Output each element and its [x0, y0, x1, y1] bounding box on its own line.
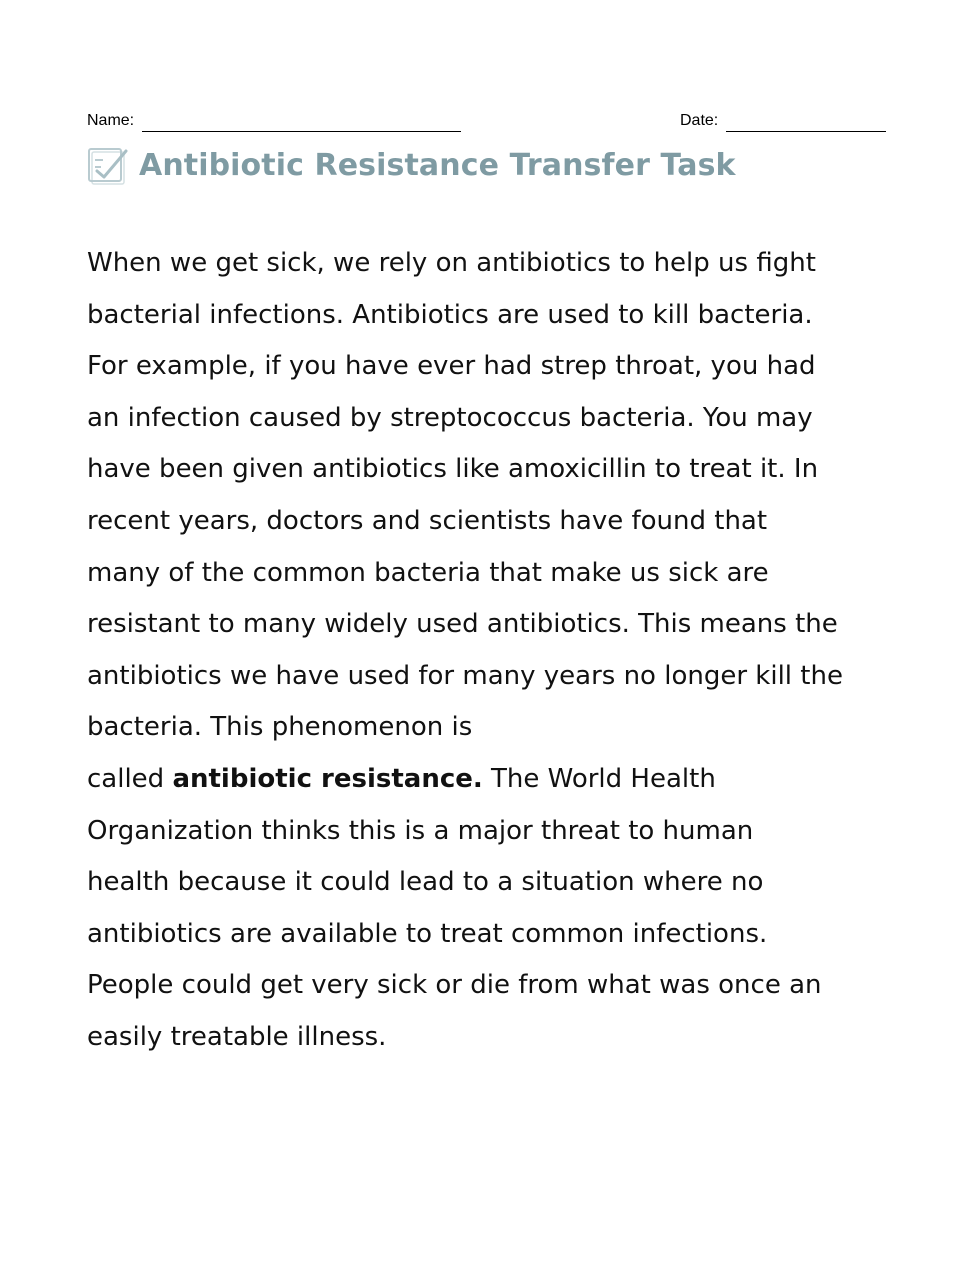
- date-label: Date:: [680, 112, 719, 129]
- passage-line: have been given antibiotics like amoxicillin to treat it. In: [87, 454, 819, 485]
- passage-line: resistant to many widely used antibiotics. This means the: [87, 609, 838, 640]
- name-blank-line[interactable]: [142, 113, 461, 132]
- passage-line: health because it could lead to a situation where no: [87, 867, 764, 898]
- passage-line: Organization thinks this is a major threat to human: [87, 815, 754, 846]
- passage-line: bacterial infections. Antibiotics are used to kill bacteria.: [87, 299, 813, 330]
- passage: [87, 238, 897, 1064]
- title-row: [87, 144, 736, 186]
- passage-line: many of the common bacteria that make us sick are: [87, 557, 769, 588]
- term-line-before: called: [87, 763, 173, 794]
- passage-line: easily treatable illness.: [87, 1021, 387, 1052]
- term-line-after: The World Health: [482, 763, 716, 794]
- passage-line: People could get very sick or die from what was once an: [87, 970, 822, 1001]
- name-field[interactable]: [87, 110, 461, 132]
- passage-paragraph: [87, 238, 897, 1064]
- worksheet-header: [87, 110, 892, 134]
- key-term: antibiotic resistance.: [172, 763, 483, 794]
- passage-term-line: [87, 754, 897, 806]
- date-field[interactable]: [680, 110, 886, 132]
- checklist-icon: [87, 145, 129, 185]
- passage-line: antibiotics we have used for many years no longer kill the: [87, 660, 843, 691]
- page-title: Antibiotic Resistance Transfer Task: [139, 147, 736, 183]
- passage-line: an infection caused by streptococcus bacteria. You may: [87, 402, 813, 433]
- date-blank-line[interactable]: [726, 113, 886, 132]
- passage-line: For example, if you have ever had strep throat, you had: [87, 351, 816, 382]
- name-label: Name:: [87, 112, 135, 129]
- passage-line: bacteria. This phenomenon is: [87, 712, 473, 743]
- passage-line: When we get sick, we rely on antibiotics to help us fight: [87, 248, 816, 278]
- passage-line: antibiotics are available to treat common infections.: [87, 918, 768, 949]
- passage-line: recent years, doctors and scientists have found that: [87, 505, 768, 536]
